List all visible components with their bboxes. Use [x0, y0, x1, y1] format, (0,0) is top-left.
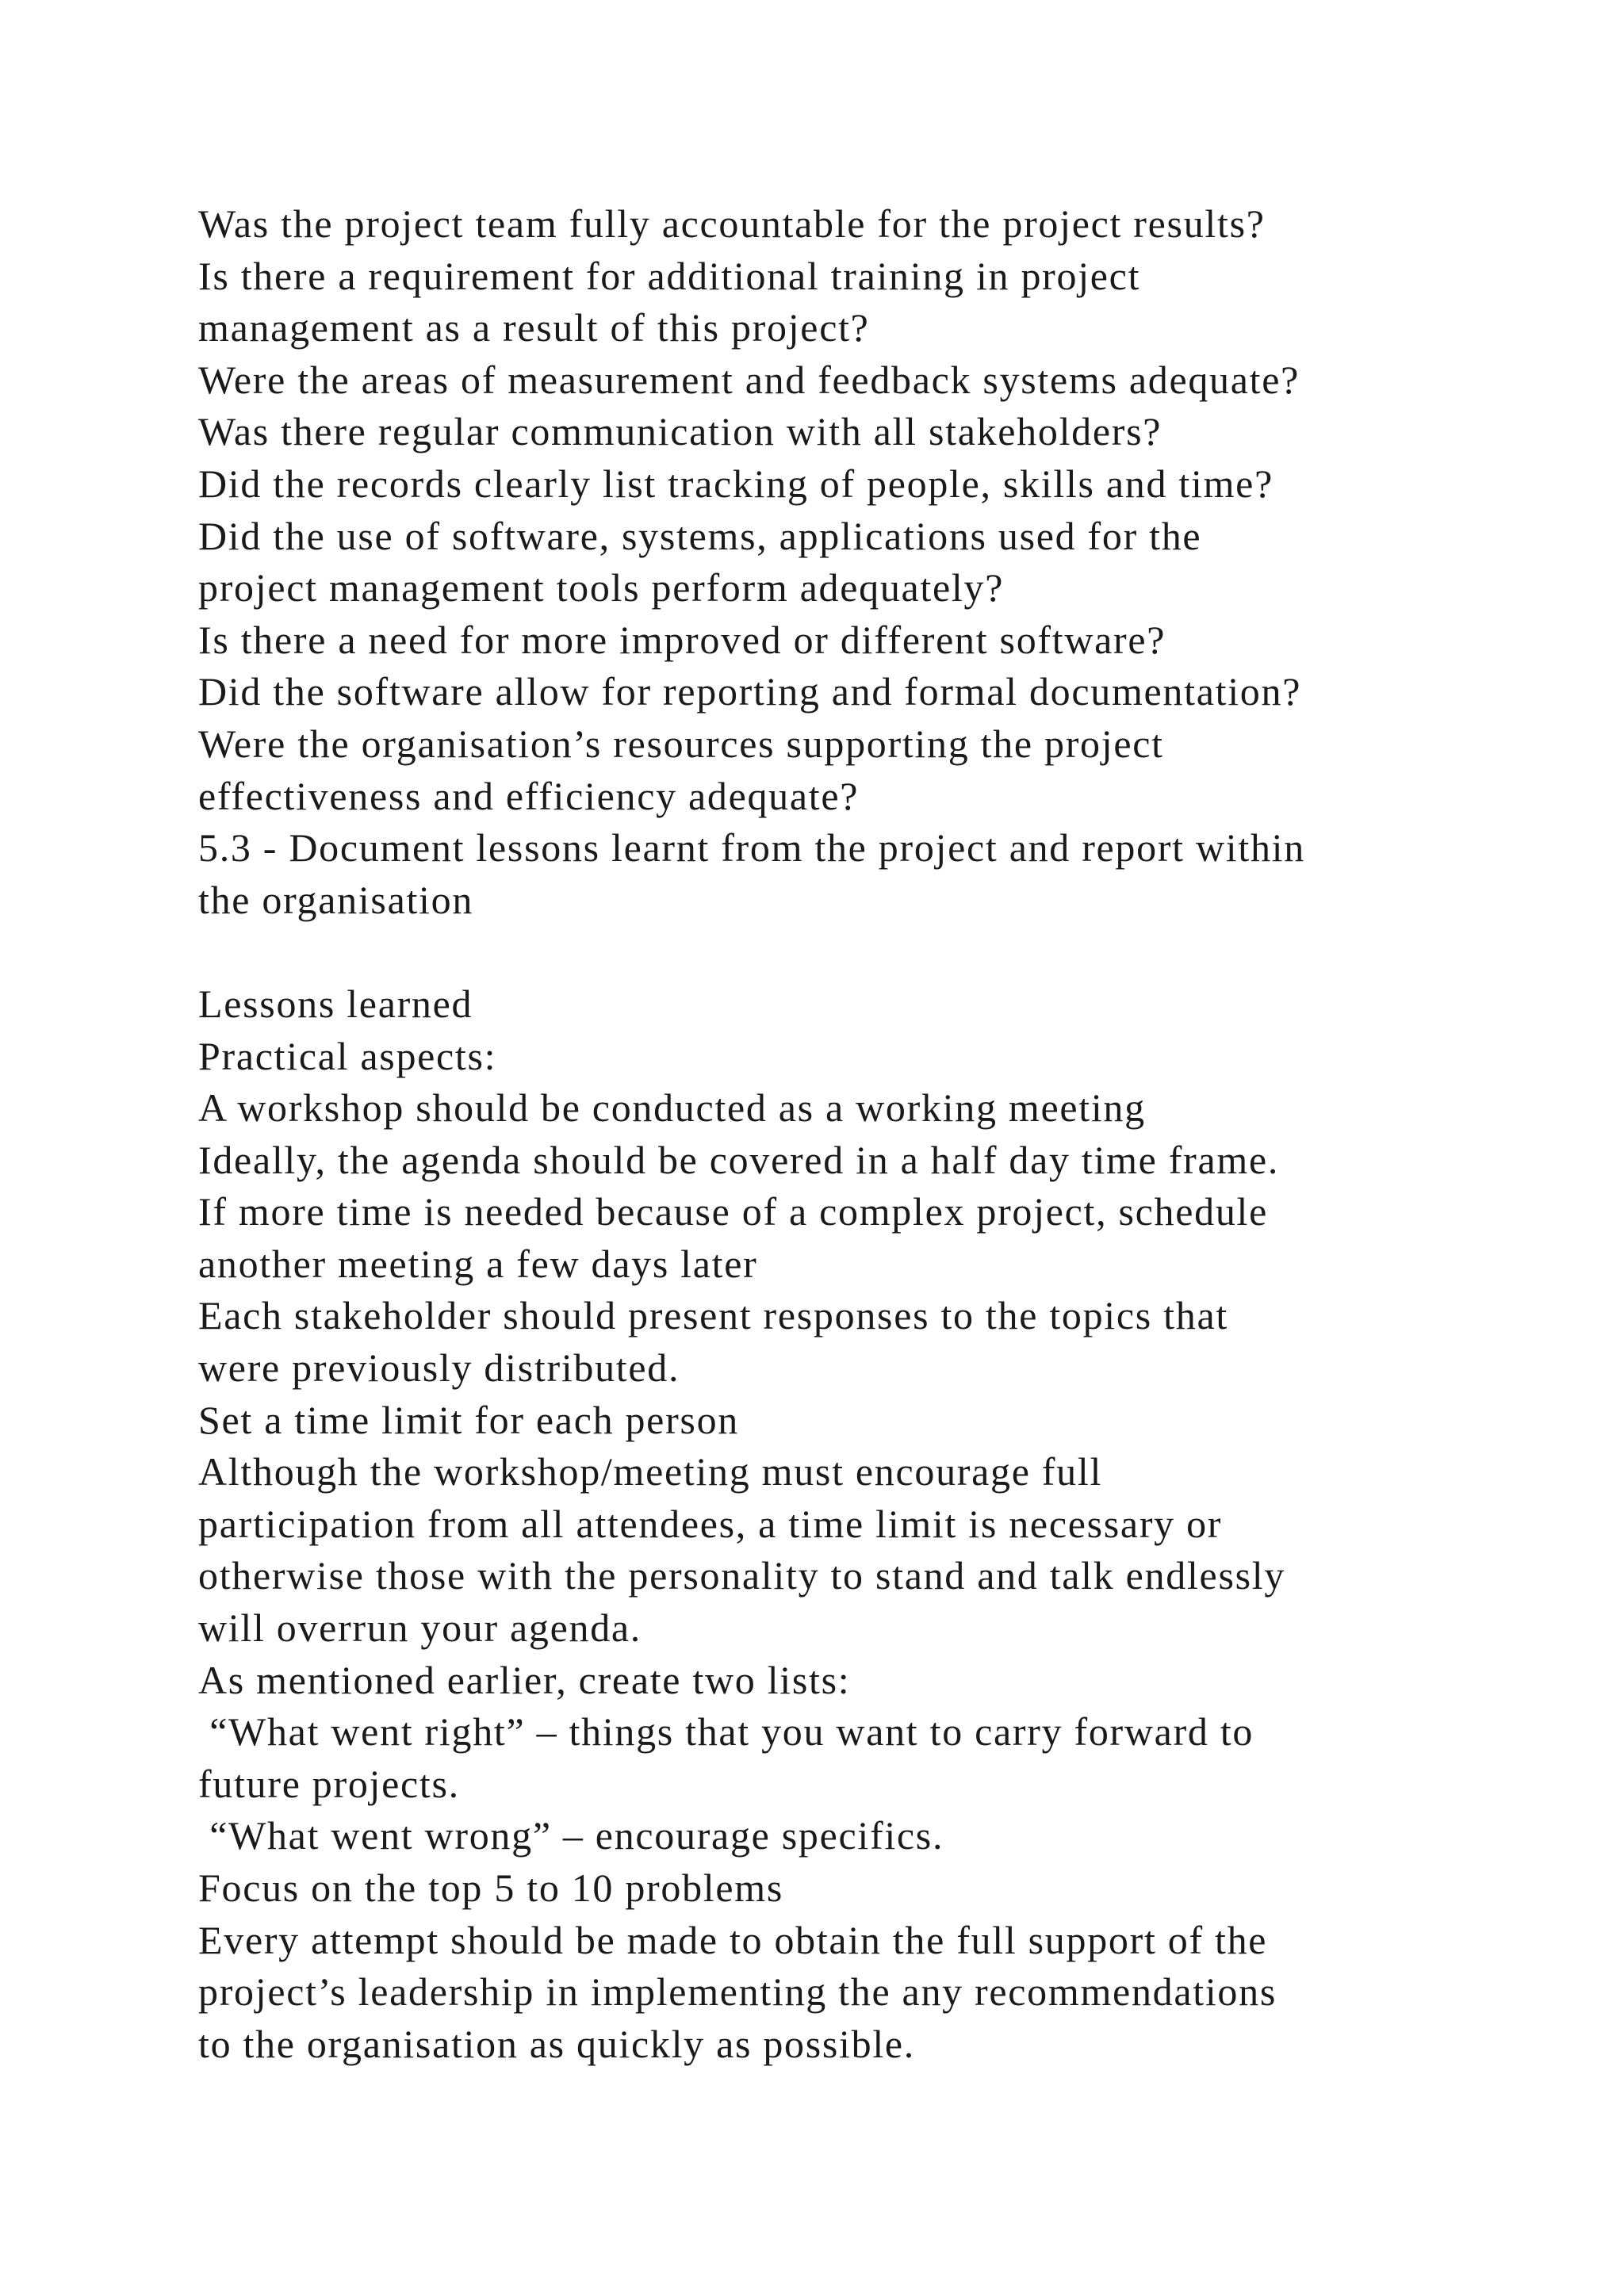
text-line: Each stakeholder should present responses to the topics that: [198, 1293, 1228, 1338]
text-line: will overrun your agenda.: [198, 1605, 642, 1651]
text-line: project’s leadership in implementing the any recommendations: [198, 1969, 1277, 2015]
text-line: Although the workshop/meeting must encourage full: [198, 1449, 1103, 1494]
text-line: “What went right” – things that you want to carry forward to: [198, 1709, 1254, 1755]
section-heading-line: the organisation: [198, 877, 474, 922]
text-line: A workshop should be conducted as a working meeting: [198, 1085, 1146, 1131]
text-line: participation from all attendees, a time limit is necessary or: [198, 1501, 1223, 1546]
text-line: management as a result of this project?: [198, 305, 870, 350]
text-line: Ideally, the agenda should be covered in a half day time frame.: [198, 1137, 1280, 1182]
text-line: another meeting a few days later: [198, 1241, 758, 1286]
text-line: Did the software allow for reporting and formal documentation?: [198, 669, 1302, 714]
text-line: Did the use of software, systems, applications used for the: [198, 513, 1202, 558]
text-line: Focus on the top 5 to 10 problems: [198, 1866, 784, 1910]
text-line: Were the organisation’s resources supporting the project: [198, 721, 1164, 766]
text-line: effectiveness and efficiency adequate?: [198, 773, 860, 818]
text-line: Was there regular communication with all stakeholders?: [198, 409, 1162, 454]
text-line: project management tools perform adequately?: [198, 565, 1005, 610]
text-line: Every attempt should be made to obtain the full support of the: [198, 1917, 1268, 1962]
text-line: Were the areas of measurement and feedback systems adequate?: [198, 357, 1300, 402]
text-line: Did the records clearly list tracking of people, skills and time?: [198, 461, 1274, 506]
text-line: As mentioned earlier, create two lists:: [198, 1657, 851, 1702]
text-line: to the organisation as quickly as possible.: [198, 2021, 916, 2066]
text-line: otherwise those with the personality to stand and talk endlessly: [198, 1553, 1286, 1598]
subheading-line: Practical aspects:: [198, 1033, 497, 1078]
text-line: Set a time limit for each person: [198, 1397, 739, 1442]
text-line: Was the project team fully accountable for the project results?: [198, 201, 1266, 246]
text-line: Is there a need for more improved or different software?: [198, 617, 1166, 662]
text-line: future projects.: [198, 1761, 460, 1806]
document-body: [198, 198, 1467, 2070]
subheading-line: Lessons learned: [198, 981, 473, 1026]
text-line: were previously distributed.: [198, 1345, 680, 1391]
text-line: Is there a requirement for additional training in project: [198, 253, 1141, 298]
text-line: If more time is needed because of a complex project, schedule: [198, 1189, 1269, 1234]
blank-line: [198, 926, 1467, 978]
section-heading-line: 5.3 - Document lessons learnt from the project and report within: [198, 825, 1305, 871]
text-line: “What went wrong” – encourage specifics.: [198, 1813, 944, 1858]
